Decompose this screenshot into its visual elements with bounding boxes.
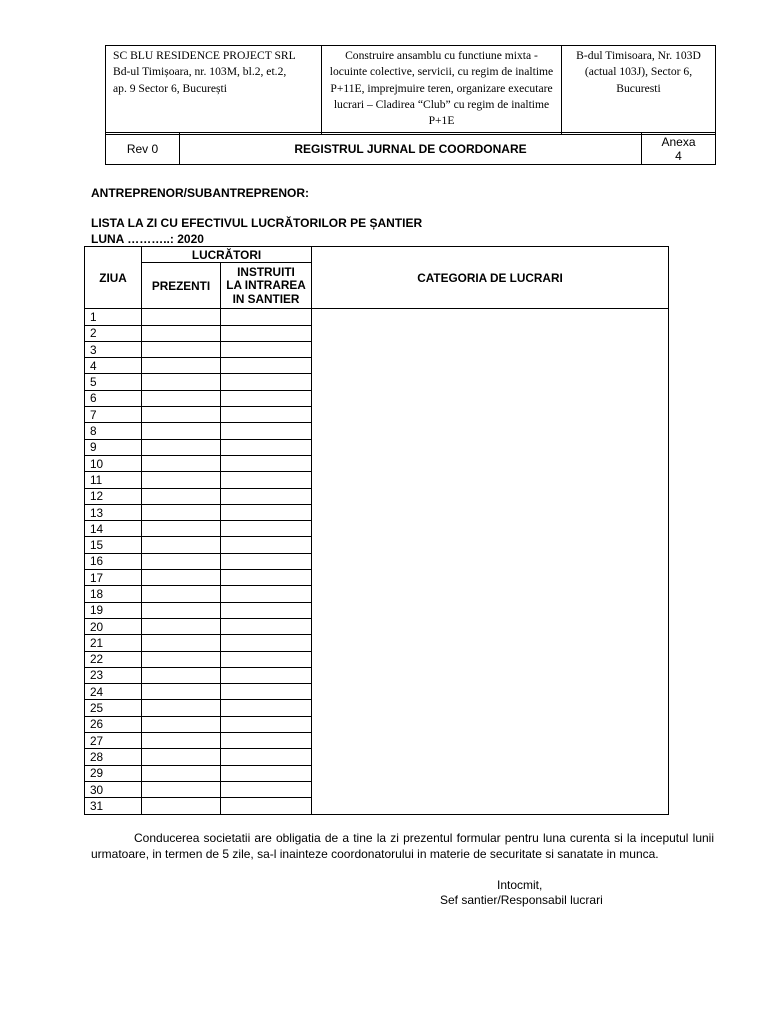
instruiti-cell[interactable]: [221, 781, 312, 797]
prezenti-cell[interactable]: [142, 423, 221, 439]
day-number: 12: [85, 488, 142, 504]
day-number: 14: [85, 521, 142, 537]
prezenti-cell[interactable]: [142, 407, 221, 423]
contractor-label: ANTREPRENOR/SUBANTREPRENOR:: [91, 186, 310, 200]
workers-register-table: [84, 246, 669, 815]
instruiti-cell[interactable]: [221, 733, 312, 749]
day-number: 15: [85, 537, 142, 553]
day-number: 25: [85, 700, 142, 716]
day-number: 10: [85, 455, 142, 471]
header-prezenti: PREZENTI: [142, 263, 221, 309]
day-number: 16: [85, 553, 142, 569]
instruiti-cell[interactable]: [221, 684, 312, 700]
day-number: 17: [85, 570, 142, 586]
prezenti-cell[interactable]: [142, 635, 221, 651]
day-number: 3: [85, 341, 142, 357]
day-number: 4: [85, 358, 142, 374]
prezenti-cell[interactable]: [142, 358, 221, 374]
instruiti-cell[interactable]: [221, 553, 312, 569]
day-number: 6: [85, 390, 142, 406]
header-lucratori: LUCRĂTORI: [142, 247, 312, 263]
instruiti-cell[interactable]: [221, 423, 312, 439]
signature-label: Intocmit,: [497, 878, 543, 892]
prezenti-cell[interactable]: [142, 455, 221, 471]
instruiti-cell[interactable]: [221, 570, 312, 586]
day-number: 9: [85, 439, 142, 455]
prezenti-cell[interactable]: [142, 341, 221, 357]
prezenti-cell[interactable]: [142, 553, 221, 569]
header-categoria: CATEGORIA DE LUCRARI: [312, 247, 669, 309]
day-number: 30: [85, 781, 142, 797]
instruiti-cell[interactable]: [221, 716, 312, 732]
prezenti-cell[interactable]: [142, 798, 221, 814]
header-ziua: ZIUA: [85, 247, 142, 309]
annex-value: 4: [675, 148, 682, 163]
day-number: 19: [85, 602, 142, 618]
header-instruiti-line-3: IN SANTIER: [232, 291, 300, 306]
day-number: 27: [85, 733, 142, 749]
day-number: 11: [85, 472, 142, 488]
prezenti-cell[interactable]: [142, 586, 221, 602]
prezenti-cell[interactable]: [142, 504, 221, 520]
document-header: [105, 45, 716, 135]
instruiti-cell[interactable]: [221, 798, 312, 814]
instruiti-cell[interactable]: [221, 325, 312, 341]
header-instruiti-line-2: LA INTRAREA: [226, 278, 306, 293]
revision: Rev 0: [106, 133, 180, 165]
prezenti-cell[interactable]: [142, 651, 221, 667]
header-instruiti-line-1: INSTRUITI: [237, 264, 295, 279]
instruiti-cell[interactable]: [221, 309, 312, 325]
day-number: 26: [85, 716, 142, 732]
prezenti-cell[interactable]: [142, 325, 221, 341]
day-number: 29: [85, 765, 142, 781]
prezenti-cell[interactable]: [142, 472, 221, 488]
company-address-line-2: ap. 9 Sector 6, București: [113, 81, 227, 95]
instruiti-cell[interactable]: [221, 390, 312, 406]
prezenti-cell[interactable]: [142, 570, 221, 586]
prezenti-cell[interactable]: [142, 700, 221, 716]
instruiti-cell[interactable]: [221, 488, 312, 504]
table-row: [85, 309, 669, 325]
instruiti-cell[interactable]: [221, 472, 312, 488]
prezenti-cell[interactable]: [142, 537, 221, 553]
prezenti-cell[interactable]: [142, 765, 221, 781]
prezenti-cell[interactable]: [142, 309, 221, 325]
project-description: Construire ansamblu cu functiune mixta - locuinte colective, servicii, cu regim de inaltime P+11E, imprejmuire teren, organizare executare lucrari – Cladirea “Club” cu regim de inaltime P+1E: [322, 46, 562, 135]
instruiti-cell[interactable]: [221, 618, 312, 634]
prezenti-cell[interactable]: [142, 781, 221, 797]
instruiti-cell[interactable]: [221, 765, 312, 781]
day-number: 23: [85, 667, 142, 683]
prezenti-cell[interactable]: [142, 374, 221, 390]
instruiti-cell[interactable]: [221, 521, 312, 537]
day-number: 22: [85, 651, 142, 667]
month-line: LUNA ………..: 2020: [91, 232, 204, 246]
instruiti-cell[interactable]: [221, 537, 312, 553]
day-number: 2: [85, 325, 142, 341]
prezenti-cell[interactable]: [142, 602, 221, 618]
instruiti-cell[interactable]: [221, 651, 312, 667]
prezenti-cell[interactable]: [142, 716, 221, 732]
prezenti-cell[interactable]: [142, 733, 221, 749]
prezenti-cell[interactable]: [142, 439, 221, 455]
annex-number: [642, 133, 716, 165]
day-number: 18: [85, 586, 142, 602]
day-number: 1: [85, 309, 142, 325]
day-number: 8: [85, 423, 142, 439]
instruiti-cell[interactable]: [221, 455, 312, 471]
day-number: 21: [85, 635, 142, 651]
document-title: REGISTRUL JURNAL DE COORDONARE: [180, 133, 642, 165]
instruiti-cell[interactable]: [221, 439, 312, 455]
categoria-cell[interactable]: [312, 309, 669, 814]
header-instruiti: [221, 263, 312, 309]
day-number: 7: [85, 407, 142, 423]
prezenti-cell[interactable]: [142, 749, 221, 765]
signature-role: Sef santier/Responsabil lucrari: [440, 893, 603, 907]
day-number: 20: [85, 618, 142, 634]
instruiti-cell[interactable]: [221, 667, 312, 683]
instruiti-cell[interactable]: [221, 586, 312, 602]
prezenti-cell[interactable]: [142, 667, 221, 683]
day-number: 24: [85, 684, 142, 700]
annex-label: Anexa: [661, 134, 696, 149]
site-address: B-dul Timisoara, Nr. 103D (actual 103J), Sector 6, Bucuresti: [562, 46, 716, 135]
instruiti-cell[interactable]: [221, 749, 312, 765]
instruiti-cell[interactable]: [221, 700, 312, 716]
prezenti-cell[interactable]: [142, 390, 221, 406]
prezenti-cell[interactable]: [142, 521, 221, 537]
prezenti-cell[interactable]: [142, 488, 221, 504]
list-title: LISTA LA ZI CU EFECTIVUL LUCRĂTORILOR PE ȘANTIER: [91, 216, 423, 230]
instruiti-cell[interactable]: [221, 602, 312, 618]
instruiti-cell[interactable]: [221, 504, 312, 520]
instruiti-cell[interactable]: [221, 374, 312, 390]
day-number: 28: [85, 749, 142, 765]
company-cell: [106, 46, 322, 135]
day-number: 5: [85, 374, 142, 390]
instruiti-cell[interactable]: [221, 635, 312, 651]
instruiti-cell[interactable]: [221, 341, 312, 357]
company-name: SC BLU RESIDENCE PROJECT SRL: [113, 49, 296, 62]
instruiti-cell[interactable]: [221, 407, 312, 423]
prezenti-cell[interactable]: [142, 684, 221, 700]
company-address-line-1: Bd-ul Timișoara, nr. 103M, bl.2, et.2,: [113, 65, 287, 79]
document-header-row-2: [105, 132, 716, 165]
day-number: 31: [85, 798, 142, 814]
day-number: 13: [85, 504, 142, 520]
prezenti-cell[interactable]: [142, 618, 221, 634]
instruiti-cell[interactable]: [221, 358, 312, 374]
instructions-paragraph: Conducerea societatii are obligatia de a tine la zi prezentul formular pentru luna curenta si la inceputul lunii urmatoare, in termen de 5 zile, sa-l inainteze coordonatorului in materie de securitate si sanatate in munca.: [91, 831, 714, 861]
